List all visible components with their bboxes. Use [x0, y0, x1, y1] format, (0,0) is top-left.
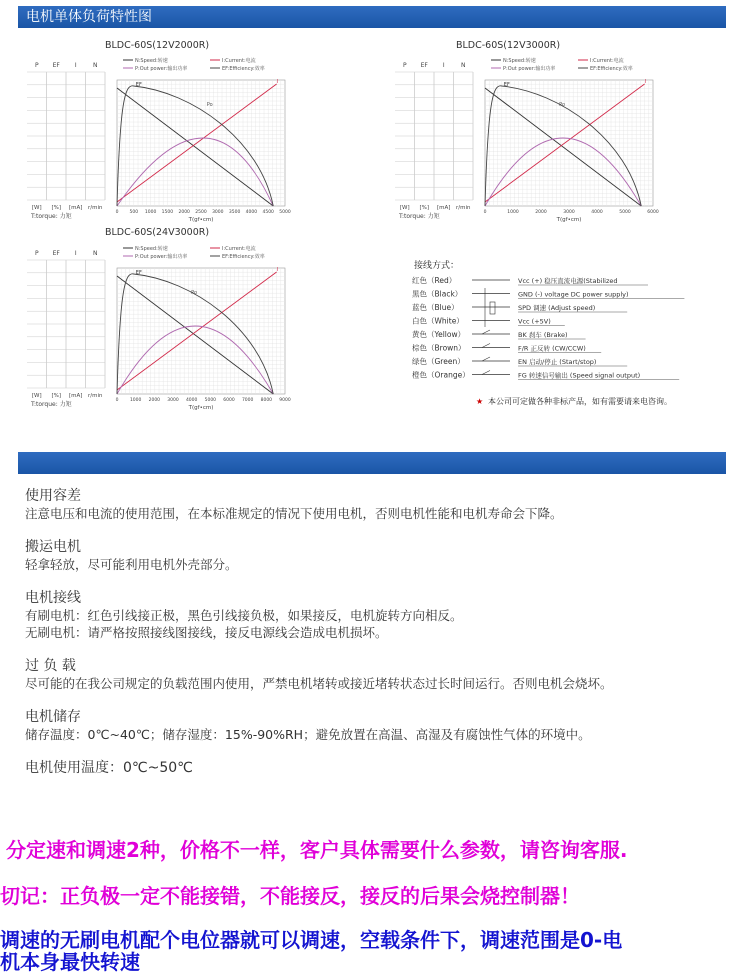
switch-symbol	[482, 344, 490, 348]
note-section	[25, 658, 613, 692]
promo-line-speed-cont	[0, 946, 750, 974]
axis-header: EF	[420, 62, 428, 69]
note-section	[25, 488, 563, 522]
x-tick-label: 5000	[204, 398, 217, 403]
x-tick-label: 4000	[591, 210, 603, 215]
x-tick-label: 0	[115, 398, 119, 403]
section-banner-blank	[18, 452, 726, 474]
curve-label-efficiency: EF	[503, 82, 510, 88]
wire-color-label: 黑色（Black）	[412, 289, 463, 299]
legend-speed: N:Speed:转速	[135, 58, 168, 64]
axis-unit: [%]	[51, 205, 62, 211]
switch-symbol	[482, 371, 490, 375]
note-line: 储存温度：0℃~40℃；储存湿度：15%-90%RH；避免放置在高温、高湿及有腐蚀性气体的环境中。	[25, 727, 591, 742]
legend-efficiency: EF:Efficiency:效率	[222, 254, 265, 260]
torque-label: T:torque: 力矩	[399, 213, 440, 220]
switch-symbol	[482, 330, 490, 334]
axis-header: EF	[52, 62, 60, 69]
x-tick-label: 500	[129, 210, 139, 215]
axis-header: EF	[52, 250, 60, 257]
wire-function-label: BK 刹车 (Brake)	[518, 331, 568, 339]
axis-header: N	[461, 62, 466, 69]
note-line: 注意电压和电流的使用范围，在本标准规定的情况下使用电机，否则电机性能和电机寿命会下降。	[25, 506, 563, 521]
axis-unit: [%]	[419, 205, 430, 211]
x-axis-label: T(gf•cm)	[556, 217, 582, 223]
note-section	[25, 709, 591, 743]
wire-function-label: SPD 调速 (Adjust speed)	[518, 304, 596, 312]
banner-title: 电机单体负荷特性图	[26, 9, 152, 25]
axis-unit: [W]	[31, 205, 42, 211]
x-tick-label: 1000	[507, 210, 519, 215]
x-tick-label: 5000	[279, 210, 291, 215]
axis-unit: [mA]	[437, 205, 451, 211]
note-heading: 电机使用温度：0℃~50℃	[25, 760, 193, 776]
x-axis-label: T(gf•cm)	[188, 405, 214, 411]
wire-color-label: 橙色（Orange）	[412, 370, 470, 380]
legend-current: I:Current:电流	[222, 246, 256, 252]
note-section	[25, 760, 193, 777]
x-tick-label: 3000	[563, 210, 575, 215]
legend-speed: N:Speed:转速	[503, 58, 536, 64]
wire-color-label: 红色（Red）	[412, 276, 457, 285]
legend-current: I:Current:电流	[222, 58, 256, 64]
note-heading: 电机接线	[25, 590, 81, 606]
wire-color-label: 白色（White）	[412, 316, 464, 326]
note-section	[25, 539, 238, 573]
legend-speed: N:Speed:转速	[135, 246, 168, 252]
axis-unit: r/min	[88, 205, 103, 211]
wire-color-label: 蓝色（Blue）	[412, 303, 459, 312]
x-tick-label: 4000	[245, 210, 258, 215]
axis-header: P	[402, 62, 407, 69]
section-banner-characteristics	[18, 6, 726, 28]
legend-power: P:Out power:输出功率	[135, 66, 188, 72]
wire-function-label: GND (-) voltage DC power supply)	[518, 290, 629, 299]
curve-label-current: I	[276, 79, 279, 85]
wire-function-label: F/R 正反转 (CW/CCW)	[518, 344, 586, 353]
axis-header: N	[93, 250, 98, 257]
x-tick-label: 6000	[223, 398, 235, 403]
x-tick-label: 9000	[279, 398, 291, 403]
performance-chart-12v3000r	[393, 50, 668, 225]
wire-color-label: 黄色（Yellow）	[412, 330, 466, 339]
x-tick-label: 6000	[647, 210, 659, 215]
x-tick-label: 0	[115, 210, 119, 215]
note-heading: 过 负 载	[25, 658, 76, 674]
star-icon: ★	[476, 397, 484, 406]
legend-power: P:Out power:输出功率	[503, 66, 556, 72]
wire-color-label: 绿色（Green）	[412, 357, 465, 366]
note-line: 无刷电机：请严格按照接线图接线，接反电源线会造成电机损坏。	[25, 625, 388, 640]
x-tick-label: 8000	[260, 398, 273, 403]
note-line: 尽可能的在我公司规定的负载范围内使用，严禁电机堵转或接近堵转状态过长时间运行。否则电机会烧坏。	[25, 676, 613, 691]
chart-title: BLDC-60S(24V3000R)	[105, 227, 210, 238]
performance-chart-12v2000r	[25, 50, 300, 225]
note-section	[25, 590, 463, 641]
x-tick-label: 1000	[129, 398, 142, 403]
wiring-diagram	[410, 258, 730, 408]
wiring-title: 接线方式：	[414, 261, 460, 271]
axis-header: P	[34, 62, 39, 69]
legend-power: P:Out power:输出功率	[135, 254, 188, 260]
chart-title: BLDC-60S(12V2000R)	[105, 40, 210, 51]
wire-color-label: 棕色（Brown）	[412, 343, 466, 353]
x-tick-label: 2000	[178, 210, 190, 215]
curve-label-power: Po	[559, 102, 566, 108]
curve-label-current: I	[644, 79, 647, 85]
curve-label-efficiency: EF	[135, 270, 142, 276]
torque-label: T:torque: 力矩	[31, 401, 72, 408]
axis-unit: [mA]	[69, 393, 83, 399]
chart-title: BLDC-60S(12V3000R)	[456, 40, 561, 51]
wire-function-label: Vcc (+5V)	[518, 317, 551, 326]
x-tick-label: 7000	[241, 398, 254, 403]
promo-line-pricing: 分定速和调速2种，价格不一样，客户具体需要什么参数，请咨询客服.	[6, 838, 628, 862]
torque-label: T:torque: 力矩	[31, 213, 72, 220]
note-line: 有刷电机：红色引线接正极，黑色引线接负极，如果接反，电机旋转方向相反。	[25, 608, 463, 623]
potentiometer-symbol	[490, 302, 495, 314]
axis-header: I	[74, 250, 77, 257]
promo-line-warning: 切记：正负极一定不能接错，不能接反，接反的后果会烧控制器！	[0, 884, 580, 908]
wire-function-label: EN 启动/停止 (Start/stop)	[518, 358, 597, 366]
custom-order-note: 本公司可定做各种非标产品，如有需要请来电咨询。	[488, 397, 672, 406]
performance-chart-24v3000r	[25, 238, 300, 413]
note-line: 轻拿轻放，尽可能利用电机外壳部分。	[25, 557, 238, 572]
legend-efficiency: EF:Efficiency:效率	[222, 66, 265, 72]
promo-line-speed: 调速的无刷电机配个电位器就可以调速，空载条件下，调速范围是0-电	[0, 928, 623, 952]
wire-function-label: FG 转速信号输出 (Speed signal output)	[518, 371, 641, 380]
note-heading: 电机储存	[25, 709, 81, 725]
x-tick-label: 0	[483, 210, 487, 215]
x-tick-label: 3000	[167, 398, 179, 403]
axis-unit: [mA]	[69, 205, 83, 211]
axis-header: I	[442, 62, 445, 69]
x-tick-label: 3000	[212, 210, 224, 215]
switch-symbol	[482, 357, 490, 361]
x-tick-label: 4000	[185, 398, 198, 403]
legend-efficiency: EF:Efficiency:效率	[590, 66, 633, 72]
wire-function-label: Vcc (+) 稳压直流电源(Stabilized	[518, 277, 618, 285]
x-tick-label: 1000	[144, 210, 157, 215]
axis-unit: [%]	[51, 393, 62, 399]
x-tick-label: 2000	[535, 210, 547, 215]
legend-current: I:Current:电流	[590, 58, 624, 64]
curve-label-efficiency: EF	[135, 82, 142, 88]
axis-unit: [W]	[399, 205, 410, 211]
axis-unit: [W]	[31, 393, 42, 399]
x-tick-label: 2500	[195, 210, 207, 215]
x-tick-label: 2000	[148, 398, 161, 403]
axis-unit: r/min	[88, 393, 103, 399]
curve-label-power: Po	[206, 102, 213, 108]
x-axis-label: T(gf•cm)	[188, 217, 214, 223]
axis-header: P	[34, 250, 39, 257]
x-tick-label: 1500	[161, 210, 174, 215]
axis-unit: r/min	[456, 205, 471, 211]
axis-header: I	[74, 62, 77, 69]
axis-header: N	[93, 62, 98, 69]
note-heading: 搬运电机	[25, 539, 81, 555]
x-tick-label: 3500	[228, 210, 241, 215]
curve-label-power: Po	[191, 290, 198, 296]
promo-line-speed-cont-text: 机本身最快转速	[0, 950, 140, 974]
x-tick-label: 5000	[619, 210, 631, 215]
x-tick-label: 4500	[262, 210, 274, 215]
curve-label-current: I	[276, 267, 279, 273]
note-heading: 使用容差	[25, 488, 81, 504]
